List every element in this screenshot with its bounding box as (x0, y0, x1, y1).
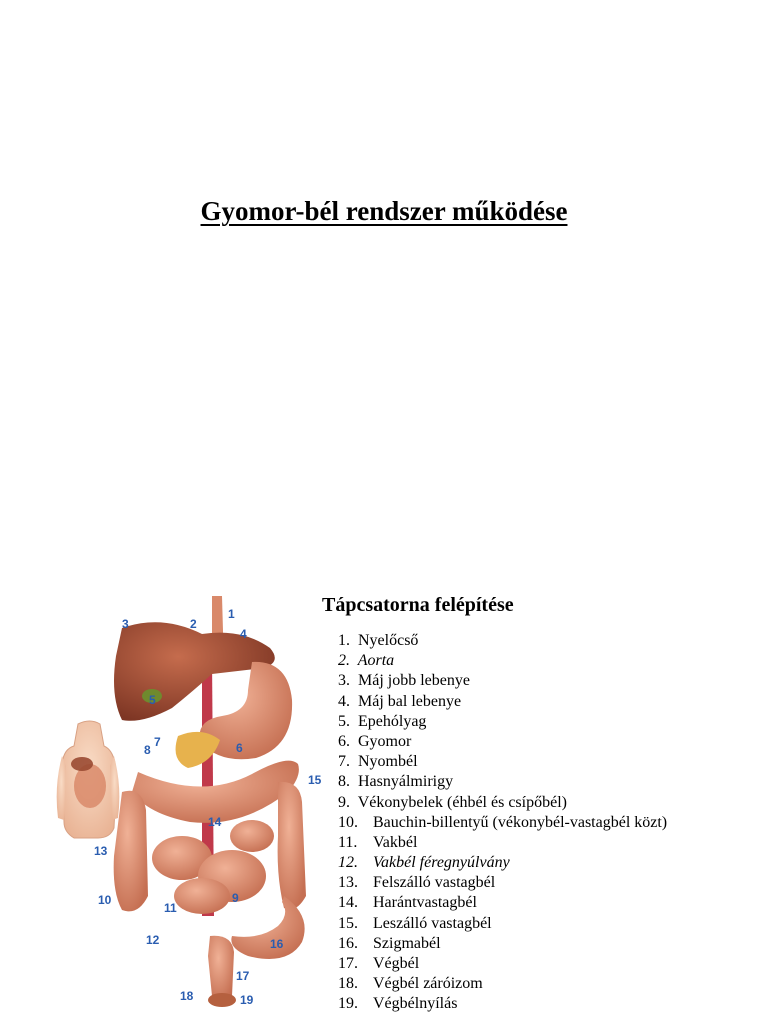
callout-16: 16 (270, 937, 284, 951)
organ-list (338, 631, 667, 1015)
organ-list-item (338, 651, 667, 671)
organ-list-item (338, 813, 667, 833)
page-title: Gyomor-bél rendszer működése (200, 196, 568, 226)
organ-number: 4. (338, 692, 350, 710)
organ-list-item (338, 631, 667, 651)
section-title: Tápcsatorna felépítése (322, 594, 514, 616)
organ-number: 7. (338, 753, 350, 771)
organ-name: Szigmabél (373, 934, 441, 952)
organ-name: Aorta (357, 652, 395, 670)
organ-number: 8. (338, 773, 350, 791)
organ-list-item (338, 893, 667, 913)
organ-list-item (338, 752, 667, 772)
pancreas (176, 732, 220, 768)
organ-number: 13. (338, 874, 358, 892)
organ-name: Vakbél féregnyúlvány (373, 854, 510, 872)
descending-colon (278, 782, 306, 910)
organ-name: Bauchin-billentyű (vékonybél-vastagbél közt) (373, 813, 668, 831)
organ-number: 1. (338, 632, 350, 649)
organ-number: 2. (338, 652, 350, 670)
callout-2: 2 (190, 617, 197, 631)
organ-name: Epehólyag (358, 712, 427, 730)
organ-number: 15. (338, 914, 358, 932)
organ-list-item (338, 772, 667, 792)
organ-name: Végbél záróizom (373, 975, 483, 993)
organ-list-item (338, 833, 667, 853)
organ-name: Vakbél (373, 833, 418, 851)
organ-name: Nyombél (358, 753, 418, 771)
organ-number: 3. (338, 672, 350, 690)
anus (208, 993, 236, 1007)
callout-17: 17 (236, 969, 250, 983)
organ-name: Gyomor (358, 732, 412, 750)
organ-number: 18. (338, 975, 358, 993)
organ-list-item (338, 974, 667, 994)
rectum (208, 936, 234, 1000)
organ-number: 16. (338, 934, 358, 952)
callout-10: 10 (98, 893, 112, 907)
callout-19: 19 (240, 993, 254, 1007)
organ-name: Vékonybelek (éhbél és csípőbél) (357, 793, 567, 811)
organ-number: 12. (338, 854, 358, 872)
callout-18: 18 (180, 989, 194, 1003)
organ-list-item (338, 934, 667, 954)
callout-13: 13 (94, 844, 108, 858)
callout-8: 8 (144, 743, 151, 757)
organ-name: Hasnyálmirigy (358, 773, 454, 791)
organ-name: Máj bal lebenye (358, 692, 462, 710)
callout-6: 6 (236, 741, 243, 755)
callout-14: 14 (208, 815, 222, 829)
organ-number: 5. (338, 712, 350, 730)
organ-list-item (338, 692, 667, 712)
organ-list-item (338, 712, 667, 732)
callout-1: 1 (228, 607, 235, 621)
organ-number: 6. (338, 732, 350, 750)
sigmoid-colon (231, 896, 304, 959)
organ-number: 10. (338, 813, 358, 831)
callout-4: 4 (240, 627, 247, 641)
callout-9: 9 (232, 891, 239, 905)
organ-name: Leszálló vastagbél (373, 914, 492, 932)
organ-name: Végbél (373, 955, 420, 972)
organ-number: 19. (338, 995, 358, 1013)
callout-7: 7 (154, 735, 161, 749)
callout-3: 3 (122, 617, 129, 631)
organ-list-item (338, 954, 667, 974)
callout-15: 15 (308, 773, 322, 787)
callout-11: 11 (164, 901, 177, 915)
organ-number: 17. (338, 955, 358, 972)
organ-list-item (338, 732, 667, 752)
organ-number: 9. (338, 793, 350, 811)
organ-name: Végbélnyílás (373, 995, 458, 1013)
callout-12: 12 (146, 933, 160, 947)
organ-list-item (338, 994, 667, 1014)
transverse-colon (132, 761, 299, 823)
organ-name: Nyelőcső (358, 632, 419, 649)
body-silhouette (57, 721, 120, 838)
digestive-system-illustration (52, 596, 324, 1014)
organ-list-item (338, 853, 667, 873)
organ-name: Máj jobb lebenye (358, 672, 470, 690)
organ-list-item (338, 873, 667, 893)
organ-list-item (338, 671, 667, 691)
organ-number: 11. (338, 833, 358, 851)
callout-5: 5 (149, 693, 156, 707)
organ-list-item (338, 914, 667, 934)
organ-number: 14. (338, 894, 358, 912)
organ-name: Harántvastagbél (373, 894, 477, 912)
organ-name: Felszálló vastagbél (373, 874, 496, 892)
organ-list-item (338, 793, 667, 813)
